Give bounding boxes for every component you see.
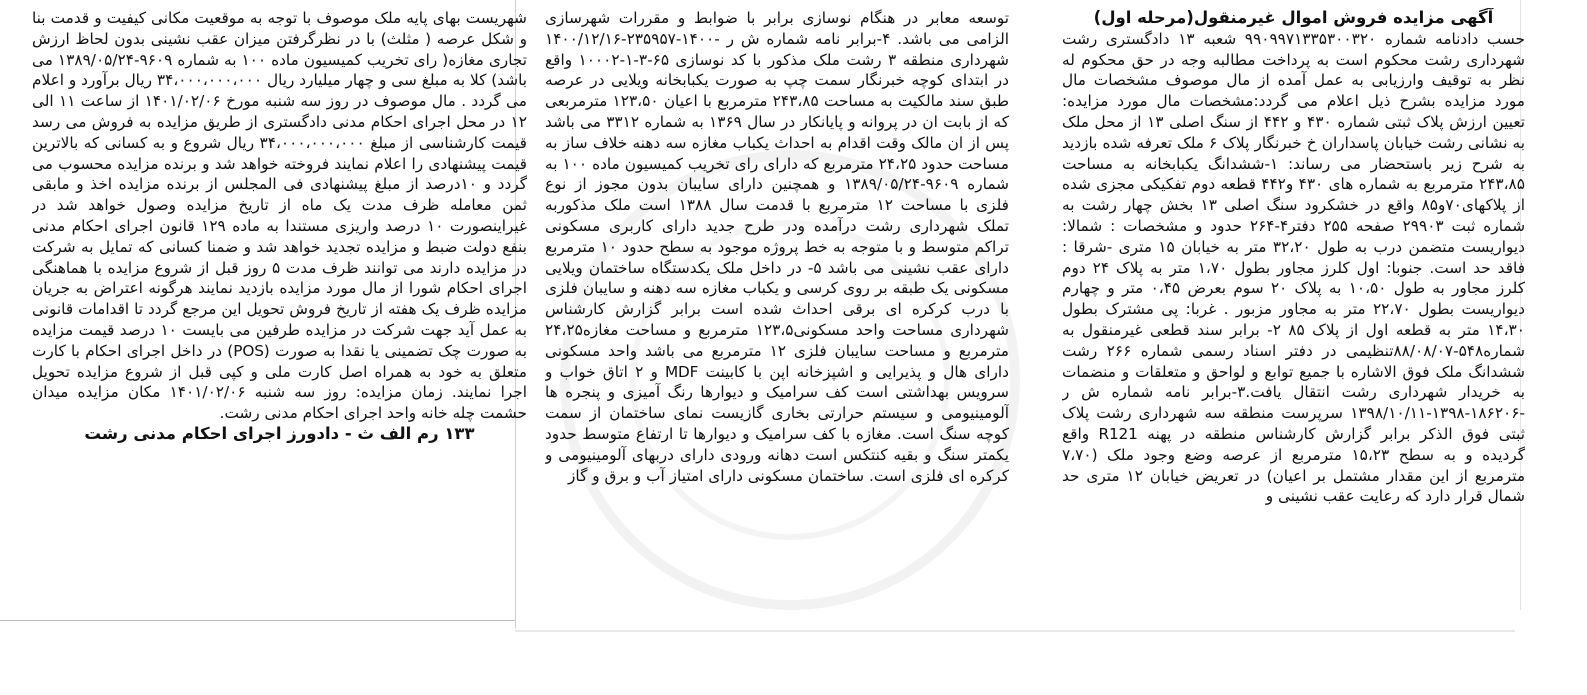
notice-body-part-2: توسعه معابر در هنگام نوسازی برابر با ضوابط و مقررات شهرسازی الزامی می باشد. ۴-برابر نامه شماره ش ر -۱۴۰۰-۲۳۵۹۵۷-۱۴۰۰/۱۲/۱۶ شهرداری منطقه ۳ رشت ملک مذکور با کد نوسازی ۶۵-۳-۱-۱۰۰۰۲ واقع در ابتدای کوچه خبرنگار سمت چپ به صورت یکبابخانه ویلایی در عرصه طبق سند مالکیت به مساحت ۲۴۳،۸۵ مترمربع با اعیان ۱۲۳،۵۰ مترمربعی که از بابت ان در پروانه و پایانکار در سال ۱۳۶۹ به شماره ۳۳۱۲ می باشد پس از ان مالک وقت اقدام به احداث یکباب مغازه سه دهنه خلاف ساز به مساحت حدود ۲۴،۲۵ مترمربع که دارای رای تخریب کمیسیون ماده ۱۰۰ به شماره ۹۶۰۹-۱۳۸۹/۰۵/۲۴ و همچنین دارای سایبان بدون مجوز از نوع فلزی با مساحت ۱۲ مترمربع با قدمت سال ۱۳۸۸ است ملک مذکوربه تملک شهرداری رشت درآمده ودر طرح جدید دارای کاربری مسکونی تراکم متوسط و با متوجه به خط پروژه موجود به سطح حدود ۱۰ مترمربع دارای عقب نشینی می باشد ۵- در داخل ملک یکدستگاه ساختمان ویلایی مسکونی یک طبقه بر روی کرسی و یکباب مغازه سه دهنه و سایبان فلزی با درب کرکره ای برقی احداث شده است برابر گزارش کارشناس شهرداری مساحت واحد مسکونی۱۲۳،۵ مترمربع و مساحت مغازه۲۴،۲۵ مترمربع و مساحت سایبان فلزی ۱۲ مترمربع می باشد واحد مسکونی دارای هال و پذیرایی و اشپزخانه اپن با کابینت MDF و ۲ اتاق خواب و سرویس بهداشتی است کف سرامیک و دیوارها رنگ آمیزی و پنجره ها آلومینیومی و سیستم حرارتی بخاری گازیست نمای ساختمان از سمت کوچه سنگ است. مغازه با کف سرامیک و دیوارها تا ارتفاع متوسط حدود یکمتر سنگ و بقیه کنتکس است دهانه ورودی دارای دربهای آلومینیومی و کرکره ای فلزی است. ساختمان مسکونی دارای امتیاز آب و برق و گاز <box>545 9 1009 485</box>
notice-column-right <box>1062 8 1525 614</box>
notice-body-part-3: شهریست بهای پایه ملک موصوف با توجه به موقعیت مکانی کیفیت و قدمت بنا و شکل عرصه ( مثلث) با در نظرگرفتن میزان عقب نشینی بدون لحاظ ارزش تجاری مغازه( رای تخریب کمیسیون ماده ۱۰۰ به شماره ۹۶۰۹-۱۳۸۹/۰۵/۲۴ می باشد) کلا به مبلغ سی و چهار میلیارد ریال ۳۴،۰۰۰،۰۰۰،۰۰۰ ریال برآورد و اعلام می گردد . مال موصوف در روز سه شنبه مورخ ۱۴۰۱/۰۲/۰۶ از ساعت ۱۱ الی ۱۲ در محل اجرای احکام مدنی دادگستری از طریق مزایده به فروش می رسد قیمت کارشناسی از مبلغ ۳۴،۰۰۰،۰۰۰،۰۰۰ ریال شروع و به کسانی که بالاترین قیمت پیشنهادی را اعلام نمایند فروخته خواهد شد و برنده مزایده محسوب می گردد و ۱۰درصد از مبلغ پیشنهادی فی المجلس از برنده مزایده اخذ و مابقی ثمن معامله ظرف مدت یک ماه از تاریخ مزایده وصول خواهد شد در غیراینصورت ۱۰ درصد واریزی مستندا به ماده ۱۲۹ قانون اجرای احکام مدنی بنفع دولت ضبط و مزایده تجدید خواهد شد و ضمنا کسانی که تمایل به شرکت در مزایده دارند می توانند ظرف مدت ۵ روز قبل از شروع مزایده با هماهنگی اجرای احکام شورا از مال مورد مزایده بازدید نمایند هرگونه اعتراض به جریان مزایده ظرف یک هفته از تاریخ فروش تحویل این مرجع گردد تا اقدامات قانونی به عمل آید جهت شرکت در مزایده طرفین می بایست ۱۰ درصد قیمت مزایده به صورت چک تضمینی یا نقدا به صورت (POS) در داخل اجرای احکام با کارت متعلق به خود به همراه اصل کارت ملی و کپی قبل از شروع مزایده تحویل اجرا نمایند. زمان مزایده: روز سه شنبه ۱۴۰۱/۰۲/۰۶ مکان مزایده میدان حشمت چله خانه واحد اجرای احکام مدنی رشت. <box>32 9 527 423</box>
notice-body-part-1: حسب دادنامه شماره ۹۹۰۹۹۷۱۳۳۵۳۰۰۳۲۰ شعبه ۱۳ دادگستری رشت شهرداری رشت محکوم است به پرداخت مطالبه وجه در حق محکوم له نظر به توقیف وارزیابی به عمل آمده از مال موصوف مشخصات مال مورد مزایده بشرح ذیل اعلام می گردد:مشخصات مال مورد مزایده: تعیین ارزش پلاک ثبتی شماره ۴۳۰ و ۴۴۲ از سنگ اصلی ۱۳ از محل ملک به نشانی رشت خیابان پاسداران خ خبرنگار پلاک ۶ ملک تعرفه شده بازدید به شرح زیر باستحضار می رساند: ۱-ششدانگ یکبابخانه به مساحت ۲۴۳،۸۵ مترمربع به شماره های ۴۳۰ و۴۴۲ قطعه دوم تفکیکی مجزی شده از پلاکهای۷۰و۸۵ واقع در خشکرود سنگ اصلی ۱۳ بخش چهار رشت به شماره ثبت ۲۹۹۰۳ صفحه ۲۵۵ دفتر۴-۲۶۴ حدود و مشخصات : شمالا: دیواریست متضمن درب به طول ۳۲،۲۰ متر به خیابان ۱۵ متری -شرقا : فاقد حد است. جنوبا: اول کلرز مجاور بطول ۱،۷۰ متر به پلاک ۲۴ دوم کلرز مجاور به طول ۱۰،۵۰ به پلاک ۲۰ سوم بعرض ۰،۴۵ متر و چهارم دیواریست بطول ۲۲،۷۰ متر به مجاور مزبور . غربا: پی مشترک بطول ۱۴،۳۰ متر به قطعه اول از پلاک ۸۵ ۲- برابر سند قطعی غیرمنقول به شماره۵۴۸-۸۸/۰۸/۰۷تنظیمی در دفتر اسناد رسمی شماره ۲۶۶ رشت ششدانگ ملک فوق الاشاره با جمیع توابع و لواحق و متعلقات و منضمات به خریدار شهرداری رشت انتقال یافت.۳-برابر نامه شماره ش ر -۱۸۶۲۰۶-۱۳۹۸-۱۳۹۸/۱۰/۱۱ سرپرست منطقه سه شهرداری رشت پلاک ثبتی فوق الذکر برابر گزارش کارشناس منطقه در پهنه R121 واقع گردیده و به سطح ۱۵،۲۳ مترمربع از عرصه وضع وجود ملک (۷،۷۰ مترمربع از این مقدار مشتمل بر اعیان) در تعریض خیابان ۱۲ متری حد شمال قرار دارد که رعایت عقب نشینی و <box>1062 29 1525 506</box>
notice-title: آگهی مزایده فروش اموال غیرمنقول(مرحله اول) <box>1093 8 1494 27</box>
left-column-bottom-rule <box>0 620 515 621</box>
notice-signature: ۱۳۳ رم الف ث - دادورز اجرای احکام مدنی رشت <box>84 423 475 443</box>
notice-column-middle <box>545 8 1009 638</box>
notice-column-left <box>32 8 527 618</box>
